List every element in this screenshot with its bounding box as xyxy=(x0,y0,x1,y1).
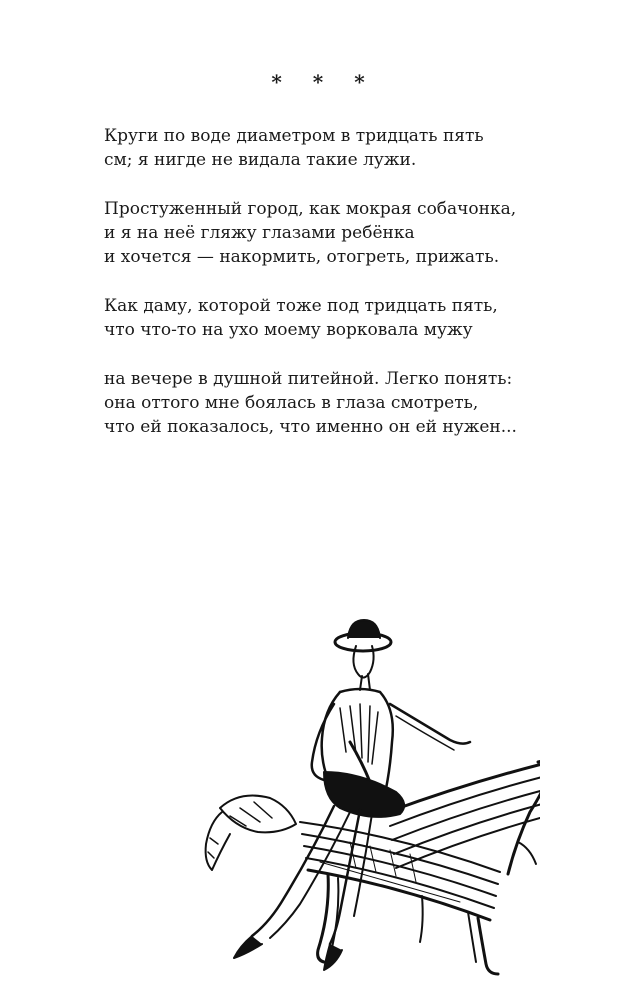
poem-line: на вечере в душной питейной. Легко понять: xyxy=(104,369,513,389)
section-divider: * * * xyxy=(271,70,377,94)
poem-line: она оттого мне боялась в глаза смотреть, xyxy=(104,393,479,413)
poem-line: Круги по воде диаметром в тридцать пять xyxy=(104,126,484,146)
poem-line: и я на неё гляжу глазами ребёнка xyxy=(104,223,415,243)
poem-line: и хочется — накормить, отогреть, прижать. xyxy=(104,247,500,267)
stanza xyxy=(104,124,604,172)
stanza xyxy=(104,367,604,439)
poem-line: Простуженный город, как мокрая собачонка, xyxy=(104,199,517,219)
poem xyxy=(104,124,604,464)
poem-line: см; я нигде не видала такие лужи. xyxy=(104,150,417,170)
poem-line: что что-то на ухо моему ворковала мужу xyxy=(104,320,473,340)
woman-on-bench-sketch-icon xyxy=(200,612,540,982)
poem-line: что ей показалось, что именно он ей нужен... xyxy=(104,417,517,437)
stanza xyxy=(104,197,604,269)
poem-line: Как даму, которой тоже под тридцать пять, xyxy=(104,296,498,316)
stanza xyxy=(104,294,604,342)
